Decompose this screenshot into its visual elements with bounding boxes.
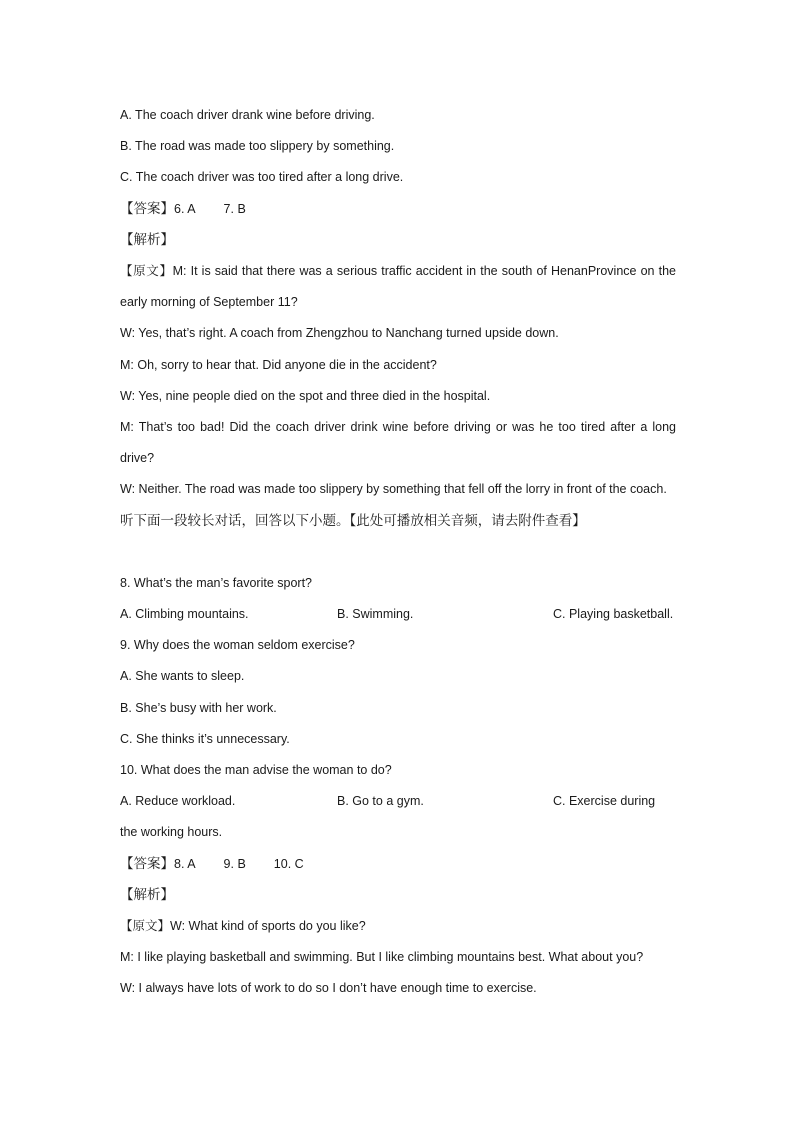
q10-options xyxy=(120,786,676,817)
q8-option-c: C. Playing basketball. xyxy=(553,607,674,622)
answer-item: 6. A xyxy=(174,201,196,216)
q9-option-c: C. She thinks it’s unnecessary. xyxy=(120,731,290,746)
document-page xyxy=(120,100,676,1005)
transcript-1-line-2: W: Yes, that’s right. A coach from Zhengzhou to Nanchang turned upside down. xyxy=(120,326,559,341)
q8-options xyxy=(120,599,676,630)
answer-item: 10. C xyxy=(273,856,304,871)
transcript-2-line-3: W: I always have lots of work to do so I don’t have enough time to exercise. xyxy=(120,981,537,996)
q10-option-b: B. Go to a gym. xyxy=(337,794,424,809)
q7-option-c: C. The coach driver was too tired after a long drive. xyxy=(120,170,404,185)
transcript-1-line-3: M: Oh, sorry to hear that. Did anyone die in the accident? xyxy=(120,357,437,372)
q10-option-c: C. Exercise during xyxy=(553,794,656,809)
answer-item: 9. B xyxy=(223,856,246,871)
transcript-2-line-1: 【原文】W: What kind of sports do you like? xyxy=(120,918,366,933)
q10-option-c-continued: the working hours. xyxy=(120,825,223,840)
answer-tag: 【答案】 xyxy=(120,855,174,872)
spacer xyxy=(120,537,676,568)
answer-line-2 xyxy=(120,849,676,880)
transcript-2-line-2: M: I like playing basketball and swimming. But I like climbing mountains best. What about you? xyxy=(120,950,644,965)
answer-tag: 【答案】 xyxy=(120,200,174,217)
q8-option-a: A. Climbing mountains. xyxy=(120,607,249,622)
analysis-heading-2: 【解析】 xyxy=(120,886,174,903)
q8-option-b: B. Swimming. xyxy=(337,607,414,622)
analysis-heading-1: 【解析】 xyxy=(120,231,174,248)
transcript-1-line-1: 【原文】M: It is said that there was a serious traffic accident in the south of HenanProvince on the early morning of September 11? xyxy=(120,263,676,310)
q9-question: 9. Why does the woman seldom exercise? xyxy=(120,638,355,653)
transcript-1-line-5: M: That’s too bad! Did the coach driver drink wine before driving or was he too tired after a long drive? xyxy=(120,419,676,466)
transcript-1-line-6: W: Neither. The road was made too slippery by something that fell off the lorry in front of the coach. xyxy=(120,482,667,497)
q10-question: 10. What does the man advise the woman to do? xyxy=(120,763,392,778)
answer-line-1 xyxy=(120,194,676,225)
q9-option-a: A. She wants to sleep. xyxy=(120,669,245,684)
q7-option-b: B. The road was made too slippery by something. xyxy=(120,139,395,154)
q7-option-a: A. The coach driver drank wine before driving. xyxy=(120,108,375,122)
answer-item: 8. A xyxy=(174,856,196,871)
transcript-1-line-4: W: Yes, nine people died on the spot and three died in the hospital. xyxy=(120,388,491,403)
q9-option-b: B. She’s busy with her work. xyxy=(120,700,277,715)
answer-item: 7. B xyxy=(223,201,246,216)
q10-option-a: A. Reduce workload. xyxy=(120,794,236,809)
listening-instruction: 听下面一段较长对话，回答以下小题。【此处可播放相关音频，请去附件查看】 xyxy=(120,512,586,529)
q8-question: 8. What’s the man’s favorite sport? xyxy=(120,575,312,590)
